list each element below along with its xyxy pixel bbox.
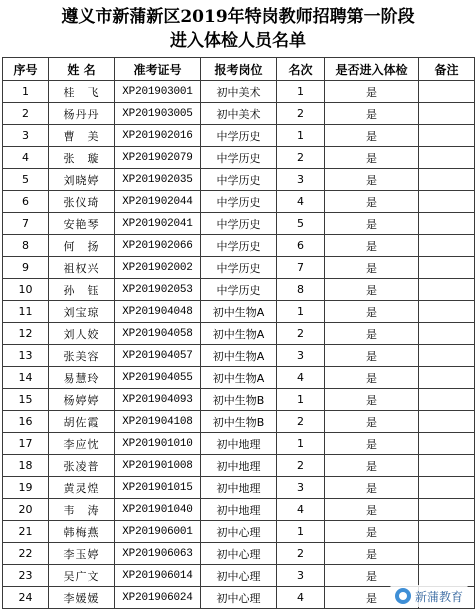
cell-exam-number: XP201903001 [115, 81, 201, 103]
cell-name: 韦 涛 [49, 499, 115, 521]
cell-rank: 2 [277, 323, 325, 345]
cell-rank: 3 [277, 565, 325, 587]
cell-physical-exam: 是 [325, 323, 419, 345]
cell-position: 初中生物A [201, 323, 277, 345]
cell-physical-exam: 是 [325, 367, 419, 389]
cell-name: 张凌普 [49, 455, 115, 477]
cell-remarks [419, 521, 475, 543]
table-row [3, 411, 475, 433]
cell-name: 黄灵煌 [49, 477, 115, 499]
cell-index: 15 [3, 389, 49, 411]
cell-index: 9 [3, 257, 49, 279]
cell-physical-exam: 是 [325, 147, 419, 169]
cell-position: 中学历史 [201, 169, 277, 191]
cell-remarks [419, 543, 475, 565]
cell-exam-number: XP201904058 [115, 323, 201, 345]
cell-position: 中学历史 [201, 235, 277, 257]
cell-name: 刘人姣 [49, 323, 115, 345]
cell-exam-number: XP201902053 [115, 279, 201, 301]
cell-rank: 2 [277, 103, 325, 125]
cell-rank: 4 [277, 367, 325, 389]
cell-physical-exam: 是 [325, 543, 419, 565]
cell-name: 刘宝琼 [49, 301, 115, 323]
cell-index: 23 [3, 565, 49, 587]
cell-position: 初中地理 [201, 477, 277, 499]
cell-index: 4 [3, 147, 49, 169]
cell-remarks [419, 81, 475, 103]
table-row [3, 191, 475, 213]
header-exam-number: 准考证号 [115, 58, 201, 81]
cell-physical-exam: 是 [325, 455, 419, 477]
cell-physical-exam: 是 [325, 389, 419, 411]
cell-name: 李应忱 [49, 433, 115, 455]
cell-rank: 5 [277, 213, 325, 235]
cell-remarks [419, 433, 475, 455]
cell-name: 杨婷婷 [49, 389, 115, 411]
cell-rank: 2 [277, 147, 325, 169]
cell-physical-exam: 是 [325, 235, 419, 257]
cell-position: 初中心理 [201, 565, 277, 587]
cell-remarks [419, 235, 475, 257]
cell-rank: 3 [277, 169, 325, 191]
cell-exam-number: XP201904093 [115, 389, 201, 411]
cell-remarks [419, 147, 475, 169]
cell-remarks [419, 367, 475, 389]
cell-physical-exam: 是 [325, 279, 419, 301]
cell-remarks [419, 411, 475, 433]
table-row [3, 345, 475, 367]
cell-rank: 2 [277, 543, 325, 565]
cell-rank: 4 [277, 499, 325, 521]
cell-rank: 7 [277, 257, 325, 279]
cell-remarks [419, 191, 475, 213]
cell-position: 初中生物A [201, 345, 277, 367]
cell-exam-number: XP201902035 [115, 169, 201, 191]
cell-name: 张 璇 [49, 147, 115, 169]
cell-physical-exam: 是 [325, 191, 419, 213]
table-row [3, 213, 475, 235]
cell-rank: 2 [277, 411, 325, 433]
table-row [3, 235, 475, 257]
cell-remarks [419, 125, 475, 147]
cell-exam-number: XP201901010 [115, 433, 201, 455]
cell-physical-exam: 是 [325, 81, 419, 103]
cell-physical-exam: 是 [325, 521, 419, 543]
cell-exam-number: XP201901040 [115, 499, 201, 521]
cell-index: 13 [3, 345, 49, 367]
cell-exam-number: XP201904055 [115, 367, 201, 389]
cell-physical-exam: 是 [325, 499, 419, 521]
cell-position: 初中美术 [201, 103, 277, 125]
cell-rank: 3 [277, 477, 325, 499]
cell-index: 18 [3, 455, 49, 477]
cell-position: 初中生物B [201, 411, 277, 433]
table-header-row [3, 58, 475, 81]
cell-index: 1 [3, 81, 49, 103]
cell-rank: 4 [277, 191, 325, 213]
cell-exam-number: XP201901015 [115, 477, 201, 499]
cell-exam-number: XP201901008 [115, 455, 201, 477]
cell-remarks [419, 213, 475, 235]
cell-index: 10 [3, 279, 49, 301]
cell-physical-exam: 是 [325, 257, 419, 279]
header-index: 序号 [3, 58, 49, 81]
cell-name: 韩梅燕 [49, 521, 115, 543]
cell-name: 曹 美 [49, 125, 115, 147]
cell-index: 16 [3, 411, 49, 433]
header-remarks: 备注 [419, 58, 475, 81]
cell-remarks [419, 103, 475, 125]
cell-name: 刘晓婷 [49, 169, 115, 191]
cell-exam-number: XP201906063 [115, 543, 201, 565]
cell-physical-exam: 是 [325, 477, 419, 499]
cell-remarks [419, 323, 475, 345]
cell-name: 杨丹丹 [49, 103, 115, 125]
cell-position: 中学历史 [201, 257, 277, 279]
cell-exam-number: XP201902044 [115, 191, 201, 213]
cell-index: 5 [3, 169, 49, 191]
cell-remarks [419, 169, 475, 191]
cell-rank: 3 [277, 345, 325, 367]
cell-index: 17 [3, 433, 49, 455]
cell-exam-number: XP201904048 [115, 301, 201, 323]
header-physical-exam: 是否进入体检 [325, 58, 419, 81]
cell-physical-exam: 是 [325, 125, 419, 147]
cell-exam-number: XP201902066 [115, 235, 201, 257]
cell-exam-number: XP201904057 [115, 345, 201, 367]
cell-exam-number: XP201902016 [115, 125, 201, 147]
cell-remarks [419, 389, 475, 411]
cell-remarks [419, 301, 475, 323]
cell-rank: 4 [277, 587, 325, 609]
table-row [3, 521, 475, 543]
cell-physical-exam: 是 [325, 301, 419, 323]
cell-physical-exam: 是 [325, 213, 419, 235]
cell-rank: 1 [277, 389, 325, 411]
table-row [3, 455, 475, 477]
table-row [3, 257, 475, 279]
cell-name: 孙 钰 [49, 279, 115, 301]
table-row [3, 301, 475, 323]
cell-position: 初中生物B [201, 389, 277, 411]
cell-position: 初中地理 [201, 455, 277, 477]
cell-position: 初中生物A [201, 301, 277, 323]
cell-index: 22 [3, 543, 49, 565]
cell-name: 李玉婷 [49, 543, 115, 565]
cell-remarks [419, 565, 475, 587]
cell-rank: 6 [277, 235, 325, 257]
cell-physical-exam: 是 [325, 565, 419, 587]
table-row [3, 125, 475, 147]
cell-physical-exam: 是 [325, 587, 419, 609]
table-row [3, 169, 475, 191]
table-row [3, 477, 475, 499]
cell-index: 8 [3, 235, 49, 257]
cell-index: 2 [3, 103, 49, 125]
header-rank: 名次 [277, 58, 325, 81]
table-row [3, 323, 475, 345]
cell-rank: 2 [277, 455, 325, 477]
table-row [3, 433, 475, 455]
cell-name: 何 扬 [49, 235, 115, 257]
cell-position: 初中心理 [201, 587, 277, 609]
cell-name: 祖权兴 [49, 257, 115, 279]
cell-name: 吴广文 [49, 565, 115, 587]
cell-position: 中学历史 [201, 213, 277, 235]
header-name: 姓 名 [49, 58, 115, 81]
wechat-logo-icon [395, 588, 411, 604]
cell-physical-exam: 是 [325, 345, 419, 367]
table-row [3, 389, 475, 411]
table-row [3, 565, 475, 587]
cell-exam-number: XP201906024 [115, 587, 201, 609]
cell-position: 初中地理 [201, 499, 277, 521]
cell-physical-exam: 是 [325, 411, 419, 433]
cell-name: 张美容 [49, 345, 115, 367]
cell-rank: 1 [277, 521, 325, 543]
cell-remarks [419, 257, 475, 279]
cell-name: 易慧玲 [49, 367, 115, 389]
cell-position: 初中生物A [201, 367, 277, 389]
cell-position: 初中美术 [201, 81, 277, 103]
cell-rank: 1 [277, 433, 325, 455]
header-position: 报考岗位 [201, 58, 277, 81]
cell-index: 6 [3, 191, 49, 213]
cell-rank: 1 [277, 125, 325, 147]
cell-exam-number: XP201902002 [115, 257, 201, 279]
cell-position: 中学历史 [201, 147, 277, 169]
cell-remarks [419, 345, 475, 367]
cell-physical-exam: 是 [325, 103, 419, 125]
cell-remarks [419, 477, 475, 499]
cell-remarks [419, 455, 475, 477]
cell-index: 21 [3, 521, 49, 543]
cell-remarks [419, 499, 475, 521]
cell-name: 安艳琴 [49, 213, 115, 235]
cell-exam-number: XP201906001 [115, 521, 201, 543]
cell-exam-number: XP201903005 [115, 103, 201, 125]
candidate-table [2, 57, 475, 609]
page-title: 遵义市新蒲新区2019年特岗教师招聘第一阶段 [61, 7, 415, 27]
table-body [3, 81, 475, 609]
cell-name: 胡佐霞 [49, 411, 115, 433]
cell-index: 7 [3, 213, 49, 235]
cell-exam-number: XP201902041 [115, 213, 201, 235]
watermark-logo [390, 585, 468, 607]
cell-name: 张仪琦 [49, 191, 115, 213]
page-subtitle: 进入体检人员名单 [170, 31, 306, 51]
cell-index: 12 [3, 323, 49, 345]
cell-rank: 1 [277, 301, 325, 323]
cell-index: 19 [3, 477, 49, 499]
watermark-text: 新蒲教育 [414, 589, 463, 604]
cell-position: 初中地理 [201, 433, 277, 455]
table-row [3, 279, 475, 301]
cell-position: 初中心理 [201, 521, 277, 543]
table-row [3, 81, 475, 103]
cell-position: 中学历史 [201, 125, 277, 147]
cell-physical-exam: 是 [325, 433, 419, 455]
cell-rank: 1 [277, 81, 325, 103]
cell-index: 3 [3, 125, 49, 147]
cell-exam-number: XP201904108 [115, 411, 201, 433]
cell-position: 中学历史 [201, 191, 277, 213]
cell-position: 初中心理 [201, 543, 277, 565]
table-row [3, 367, 475, 389]
cell-index: 24 [3, 587, 49, 609]
cell-index: 11 [3, 301, 49, 323]
cell-remarks [419, 279, 475, 301]
cell-name: 李媛媛 [49, 587, 115, 609]
cell-index: 14 [3, 367, 49, 389]
table-row [3, 103, 475, 125]
cell-index: 20 [3, 499, 49, 521]
table-row [3, 543, 475, 565]
table-row [3, 147, 475, 169]
cell-position: 中学历史 [201, 279, 277, 301]
cell-exam-number: XP201902079 [115, 147, 201, 169]
cell-name: 桂 飞 [49, 81, 115, 103]
cell-exam-number: XP201906014 [115, 565, 201, 587]
cell-physical-exam: 是 [325, 169, 419, 191]
table-row [3, 499, 475, 521]
cell-rank: 8 [277, 279, 325, 301]
